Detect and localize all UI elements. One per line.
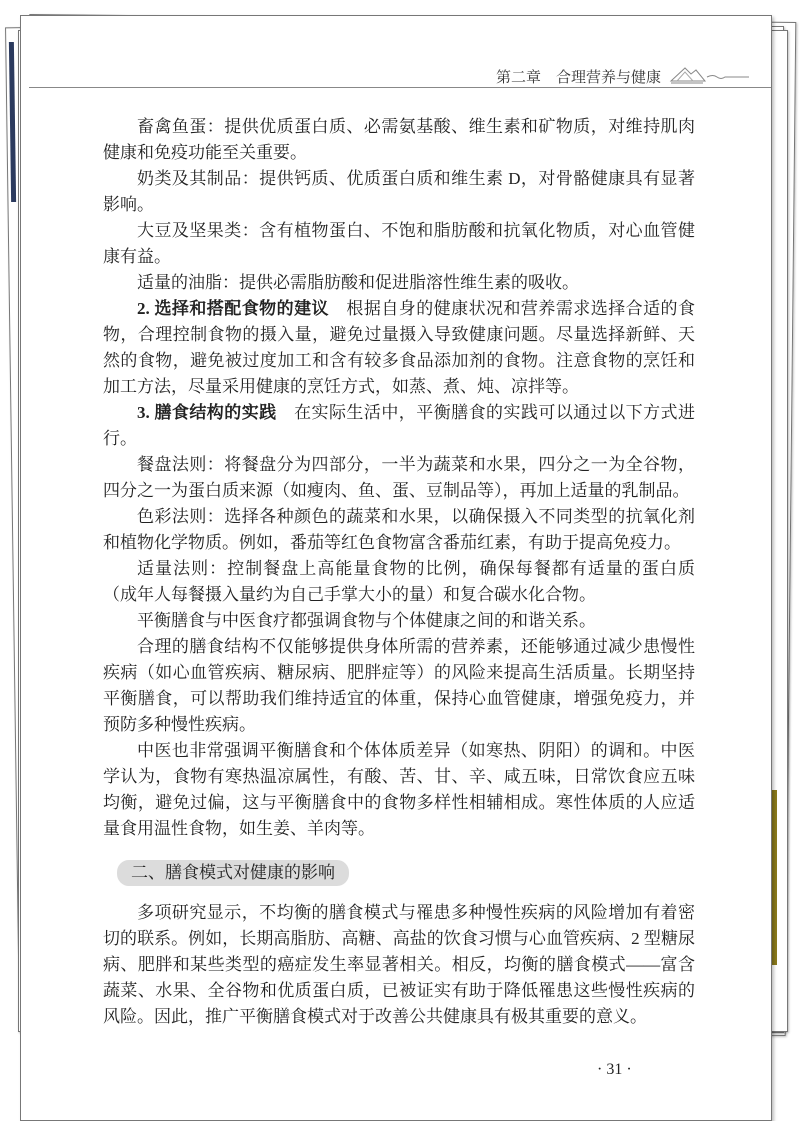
paragraph: 适量法则：控制餐盘上高能量食物的比例，确保每餐都有适量的蛋白质（成年人每餐摄入量约为自己手掌大小的量）和复合碳水化合物。 xyxy=(103,559,695,604)
paragraph: 色彩法则：选择各种颜色的蔬菜和水果，以确保摄入不同类型的抗氧化剂和植物化学物质。例如，番茄等红色食物富含番茄红素，有助于提高免疫力。 xyxy=(103,507,695,552)
paragraph: 合理的膳食结构不仅能够提供身体所需的营养素，还能够通过减少患慢性疾病（如心血管疾病、糖尿病、肥胖症等）的风险来提高生活质量。长期坚持平衡膳食，可以帮助我们维持适宜的体重，保持心血管健康，增强免疫力，并预防多种慢性疾病。 xyxy=(103,637,695,734)
paragraph: 畜禽鱼蛋：提供优质蛋白质、必需氨基酸、维生素和矿物质，对维持肌肉健康和免疫功能至关重要。 xyxy=(103,117,695,162)
section-heading: 二、膳食模式对健康的影响 xyxy=(117,860,349,886)
chapter-title: 第二章 合理营养与健康 xyxy=(495,67,661,86)
subheading: 2. 选择和搭配食物的建议 xyxy=(137,299,329,318)
subheading: 3. 膳食结构的实践 xyxy=(137,403,277,422)
paragraph: 餐盘法则：将餐盘分为四部分，一半为蔬菜和水果，四分之一为全谷物，四分之一为蛋白质来源（如瘦肉、鱼、蛋、豆制品等），再加上适量的乳制品。 xyxy=(103,455,695,500)
paragraph: 大豆及坚果类：含有植物蛋白、不饱和脂肪酸和抗氧化物质，对心血管健康有益。 xyxy=(103,221,695,266)
paragraph: 奶类及其制品：提供钙质、优质蛋白质和维生素 D，对骨骼健康具有显著影响。 xyxy=(103,169,695,214)
mountain-ornament-icon xyxy=(669,64,749,89)
paragraph: 适量的油脂：提供必需脂肪酸和促进脂溶性维生素的吸收。 xyxy=(137,273,579,292)
paragraph: 3. 膳食结构的实践 在实际生活中，平衡膳食的实践可以通过以下方式进行。 xyxy=(103,403,696,448)
header-rule xyxy=(29,87,771,88)
book-page xyxy=(20,15,772,1121)
paragraph: 2. 选择和搭配食物的建议 根据自身的健康状况和营养需求选择合适的食物，合理控制食物的摄入量，避免过量摄入导致健康问题。尽量选择新鲜、天然的食物，避免被过度加工和含有较多食品添加剂的食物。注意食物的烹饪和加工方法，尽量采用健康的烹饪方式，如蒸、煮、炖、凉拌等。 xyxy=(103,299,696,396)
running-header xyxy=(496,64,749,89)
body-text xyxy=(103,114,695,1030)
paragraph: 平衡膳食与中医食疗都强调食物与个体健康之间的和谐关系。 xyxy=(137,611,596,630)
page-number: · 31 · xyxy=(597,1061,632,1078)
paragraph: 中医也非常强调平衡膳食和个体体质差异（如寒热、阴阳）的调和。中医学认为，食物有寒热温凉属性，有酸、苦、甘、辛、咸五味，日常饮食应五味均衡，避免过偏，这与平衡膳食中的食物多样性相辅相成。寒性体质的人应适量食用温性食物，如生姜、羊肉等。 xyxy=(103,741,695,838)
paragraph: 多项研究显示，不均衡的膳食模式与罹患多种慢性疾病的风险增加有着密切的联系。例如，长期高脂肪、高糖、高盐的饮食习惯与心血管疾病、2 型糖尿病、肥胖和某些类型的癌症发生率显著相关。相反，均衡的膳食模式——富含蔬菜、水果、全谷物和优质蛋白质，已被证实有助于降低罹患这些慢性疾病的风险。因此，推广平衡膳食模式对于改善公共健康具有极其重要的意义。 xyxy=(103,903,695,1026)
